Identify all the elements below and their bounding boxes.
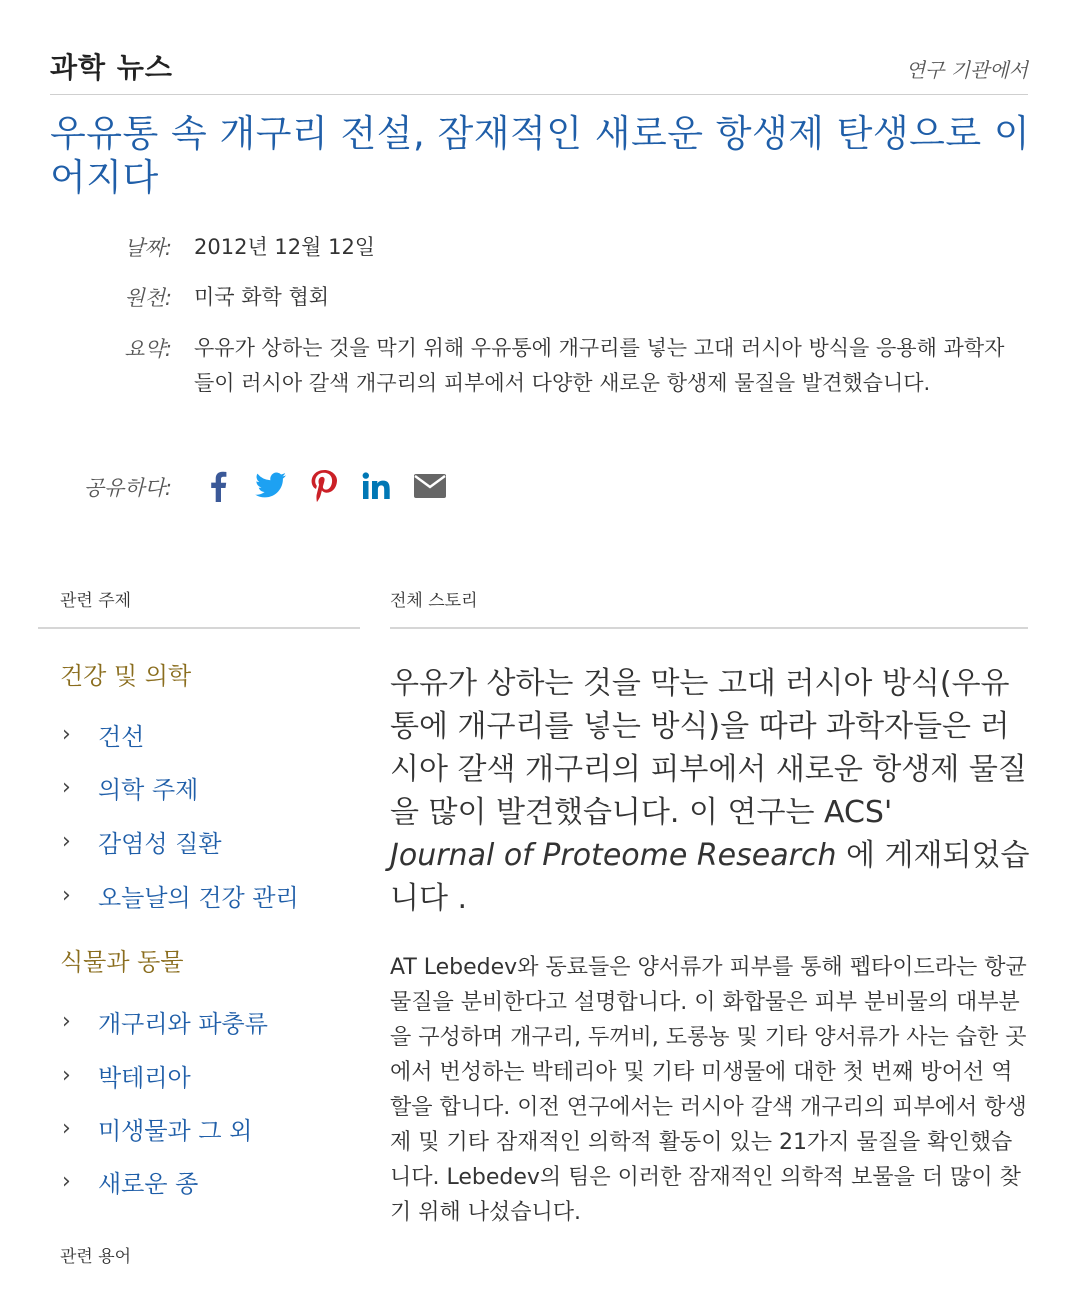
topic-label: 미생물과 그 외 xyxy=(98,1117,253,1145)
chevron-right-icon: › xyxy=(62,1169,71,1194)
source-value: 미국 화학 협회 xyxy=(194,285,330,309)
summary-value: 우유가 상하는 것을 막기 위해 우유통에 개구리를 넣는 고대 러시아 방식을 응용해 과학자들이 러시아 갈색 개구리의 피부에서 다양한 새로운 항생제 물질을 발견했습니다. xyxy=(194,336,1005,395)
category-health-medicine[interactable]: 건강 및 의학 xyxy=(60,662,192,690)
topic-infectious-diseases[interactable] xyxy=(62,824,222,859)
chevron-right-icon: › xyxy=(62,1063,71,1088)
site-title[interactable]: 과학 뉴스 xyxy=(50,51,173,84)
story-lead xyxy=(390,662,1030,920)
topic-medical-topics[interactable] xyxy=(62,770,198,805)
chevron-right-icon: › xyxy=(62,1116,71,1141)
sidebar-divider xyxy=(38,627,360,629)
article-headline: 우유통 속 개구리 전설, 잠재적인 새로운 항생제 탄생으로 이어지다 xyxy=(50,112,1031,199)
category-plants-animals[interactable]: 식물과 동물 xyxy=(60,948,184,976)
topic-label: 감염성 질환 xyxy=(98,830,222,858)
lead-text: 우유가 상하는 것을 막는 고대 러시아 방식(우유통에 개구리를 넣는 방식)을 따라 과학자들은 러시아 갈색 개구리의 피부에서 새로운 항생제 물질을 많이 발견했습니다. 이 연구는 ACS' xyxy=(390,666,1027,830)
date-value: 2012년 12월 12일 xyxy=(194,235,376,259)
twitter-icon[interactable] xyxy=(253,468,289,504)
sidebar-heading: 관련 주제 xyxy=(60,591,132,611)
topic-label: 의학 주제 xyxy=(98,776,199,804)
chevron-right-icon: › xyxy=(62,775,71,800)
topic-label: 개구리와 파충류 xyxy=(98,1010,268,1038)
topic-label: 오늘날의 건강 관리 xyxy=(98,884,299,912)
chevron-right-icon: › xyxy=(62,829,71,854)
chevron-right-icon: › xyxy=(62,722,71,747)
topic-microbes-more[interactable] xyxy=(62,1111,252,1146)
summary-label: 요약: xyxy=(124,337,172,361)
date-label: 날짜: xyxy=(124,236,172,260)
topic-new-species[interactable] xyxy=(62,1164,198,1199)
topic-bacteria[interactable] xyxy=(62,1058,191,1093)
story-divider xyxy=(390,627,1028,629)
lead-text-end: 에 게재되었습니다 . xyxy=(390,838,1030,916)
chevron-right-icon: › xyxy=(62,883,71,908)
topic-label: 새로운 종 xyxy=(98,1170,199,1198)
source-label: 원천: xyxy=(124,286,172,310)
source-tag: 연구 기관에서 xyxy=(905,58,1028,82)
story-heading: 전체 스토리 xyxy=(390,591,478,611)
topic-frogs-reptiles[interactable] xyxy=(62,1004,268,1039)
topic-health-care-today[interactable] xyxy=(62,878,299,913)
email-icon[interactable] xyxy=(412,468,448,504)
linkedin-icon[interactable] xyxy=(359,468,395,504)
story-body: AT Lebedev와 동료들은 양서류가 피부를 통해 펩타이드라는 항균 물질을 분비한다고 설명합니다. 이 화합물은 피부 분비물의 대부분을 구성하며 개구리, 두꺼비, 도롱뇽 및 기타 양서류가 사는 습한 곳에서 번성하는 박테리아 및 기타 미생물에 대한 첫 번째 방어선 역할을 합니다. 이전 연구에서는 러시아 갈색 개구리의 피부에서 항생제 및 기타 잠재적인 의학적 활동이 있는 21가지 물질을 확인했습니다. Lebedev의 팀은 이러한 잠재적인 의학적 보물을 더 많이 찾기 위해 나섰습니다. xyxy=(390,955,1027,1225)
topic-label: 박테리아 xyxy=(98,1064,191,1092)
topic-label: 건선 xyxy=(98,723,145,751)
topic-psoriasis[interactable] xyxy=(62,717,144,752)
chevron-right-icon: › xyxy=(62,1009,71,1034)
facebook-icon[interactable] xyxy=(200,468,236,504)
header-divider xyxy=(50,94,1028,95)
pinterest-icon[interactable] xyxy=(306,468,342,504)
share-label: 공유하다: xyxy=(83,476,172,500)
related-terms-heading: 관련 용어 xyxy=(60,1247,132,1267)
share-icons xyxy=(200,466,465,506)
site-header xyxy=(50,44,1028,84)
journal-name: Journal of Proteome Research xyxy=(390,838,837,873)
